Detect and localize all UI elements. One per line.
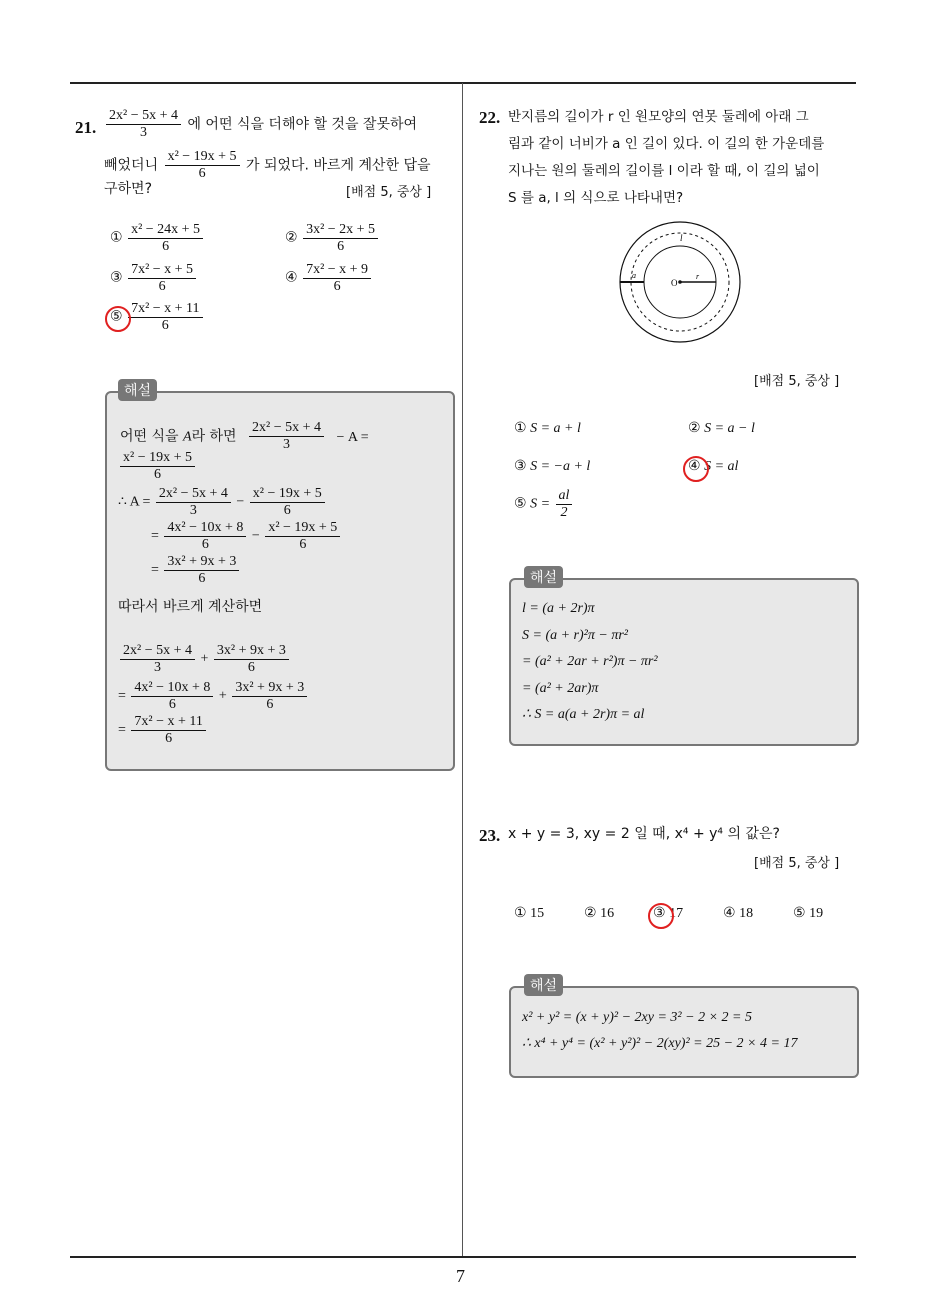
q23-choice-1[interactable]: ① 15	[514, 906, 545, 921]
q21-frac1: $\frac{\text{2x² − 5x + 4}}{3}$	[106, 108, 181, 141]
q22-score: [배점 5, 중상 ]	[754, 374, 840, 389]
q22-choice-1[interactable]: ① S = a + l	[514, 421, 581, 436]
q21-sol-line4: = $\frac{\text{4x² − 10x + 8}}{6}$ − $\frac{\text{x² − 19x + 5}}{6}$	[151, 520, 342, 553]
q21-line3: 구하면?	[104, 181, 153, 197]
q22-choice-4[interactable]: ④ S = al	[688, 459, 739, 474]
q21-choice-5[interactable]: ⑤ $\frac{\text{7x² − x + 11}}{6}$	[110, 301, 205, 334]
q21-sol-line8: = $\frac{\text{7x² − x + 11}}{6}$	[118, 714, 208, 747]
q23-choice-3[interactable]: ③ 17	[653, 906, 684, 921]
q22-text: 반지름의 길이가 r 인 원모양의 연못 둘레에 아래 그 림과 같이 너비가 a 인 길이 있다. 이 길의 한 가운데를 지나는 원의 둘레의 길이를 l 이라 할 때, 이 길의 넓이 S 를 a, l 의 식으로 나타내면?	[508, 109, 825, 206]
q22-choice-5[interactable]: ⑤ S = $\frac{al}{2}$	[514, 488, 574, 521]
q21-score: [배점 5, 중상 ]	[346, 185, 432, 200]
q22-label-l: l	[680, 233, 683, 243]
q23-solution: x² + y² = (x + y)² − 2xy = 3² − 2 × 2 = 5 ∴ x⁴ + y⁴ = (x² + y²)² − 2(xy)² = 25 − 2 × 4 = 17	[522, 1010, 798, 1051]
q23-choice-2[interactable]: ② 16	[584, 906, 615, 921]
q21-choice-1[interactable]: ① $\frac{\text{x² − 24x + 5}}{6}$	[110, 222, 205, 255]
q22-number: 22.	[479, 108, 501, 127]
q22-solution-tag: 해설	[524, 566, 563, 588]
q21-sol-line6: $\frac{\text{2x² − 5x + 4}}{3}$ + $\frac{\text{3x² + 9x + 3}}{6}$	[118, 643, 291, 676]
q23-choice-4[interactable]: ④ 18	[723, 906, 754, 921]
q21-sol-line2: $\frac{\text{x² − 19x + 5}}{6}$	[118, 450, 197, 483]
q21-choice-3[interactable]: ③ $\frac{\text{7x² − x + 5}}{6}$	[110, 262, 198, 295]
bottom-rule	[70, 1256, 856, 1258]
q21-line2: 빼었더니 $\frac{\text{x² − 19x + 5}}{6}$ 가 되었다. 바르게 계산한 답을	[104, 149, 431, 181]
q22-choice-3[interactable]: ③ S = −a + l	[514, 459, 591, 474]
q21-sol-text: 따라서 바르게 계산하면	[118, 599, 263, 615]
q21-choice-2[interactable]: ② $\frac{\text{3x² − 2x + 5}}{6}$	[285, 222, 380, 255]
q22-label-r: r	[696, 272, 700, 281]
q21-sol-line3: ∴ A = $\frac{\text{2x² − 5x + 4}}{3}$ − $\frac{\text{x² − 19x + 5}}{6}$	[118, 486, 327, 519]
q23-solution-tag: 해설	[524, 974, 563, 996]
q21-solution-tag: 해설	[118, 379, 157, 401]
q21-number: 21.	[75, 118, 97, 137]
q21-choice-4[interactable]: ④ $\frac{\text{7x² − x + 9}}{6}$	[285, 262, 373, 295]
q21-frac2: $\frac{\text{x² − 19x + 5}}{6}$	[165, 149, 240, 182]
q23-text: x + y = 3, xy = 2 일 때, x⁴ + y⁴ 의 값은?	[508, 826, 780, 842]
q23-score: [배점 5, 중상 ]	[754, 856, 840, 871]
q22-pond-figure	[618, 220, 748, 346]
q21-sol-line1: 어떤 식을 A라 하면 $\frac{\text{2x² − 5x + 4}}{3}$ − A =	[120, 420, 369, 452]
q21-line1: $\frac{\text{2x² − 5x + 4}}{3}$ 에 어떤 식을 더해야 할 것을 잘못하여	[104, 108, 417, 141]
page-number: 7	[456, 1266, 465, 1286]
q21-sol-line7: = $\frac{\text{4x² − 10x + 8}}{6}$ + $\frac{\text{3x² + 9x + 3}}{6}$	[118, 680, 309, 713]
column-divider	[462, 83, 463, 1258]
q22-label-o: O	[671, 278, 678, 288]
q21-answer-circle	[105, 306, 131, 332]
q21-sol-line5: = $\frac{\text{3x² + 9x + 3}}{6}$	[151, 554, 241, 587]
top-rule	[70, 82, 856, 84]
q22-label-a: a	[632, 271, 636, 280]
q23-answer-circle	[648, 903, 674, 929]
q23-choice-5[interactable]: ⑤ 19	[793, 906, 824, 921]
q22-solution: l = (a + 2r)π S = (a + r)²π − πr² = (a² + 2ar + r²)π − πr² = (a² + 2ar)π ∴ S = a(a + 2r)π = al	[522, 601, 658, 722]
q22-answer-circle	[683, 456, 709, 482]
q22-choice-2[interactable]: ② S = a − l	[688, 421, 755, 436]
q23-number: 23.	[479, 826, 501, 845]
